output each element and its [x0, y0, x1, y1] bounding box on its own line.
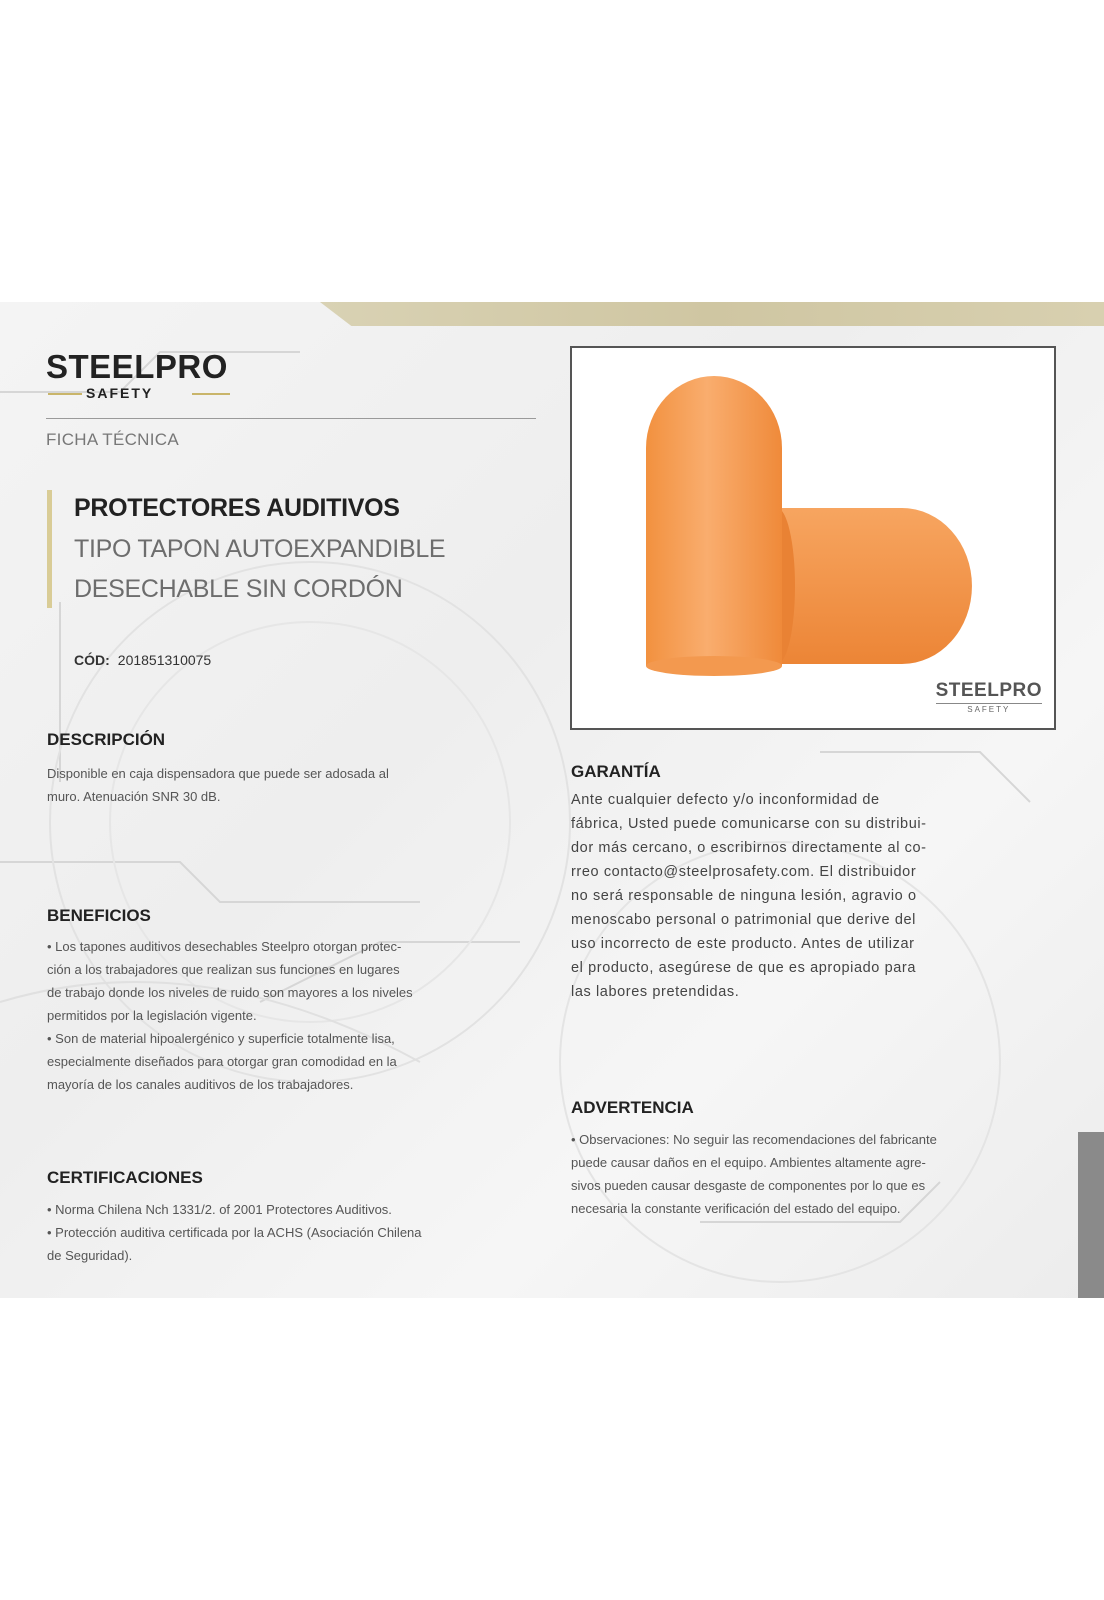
- advertencia-line: necesaria la constante verificación del estado del equipo.: [571, 1201, 901, 1216]
- garantia-line: dor más cercano, o escribirnos directamente al co-: [571, 840, 927, 856]
- garantia-line: rreo contacto@steelprosafety.com. El distribuidor: [571, 864, 917, 880]
- logo-wordmark: STEELPRO: [46, 348, 228, 385]
- garantia-line: fábrica, Usted puede comunicarse con su distribui-: [571, 816, 927, 832]
- certificaciones-text: [47, 1198, 557, 1267]
- tech-sheet: [0, 302, 1104, 1298]
- advertencia-text: [571, 1128, 1061, 1220]
- earplug-back: [777, 508, 972, 664]
- beneficios-line: ción a los trabajadores que realizan sus funciones en lugares: [47, 962, 400, 977]
- title-accent-bar: [47, 490, 52, 608]
- earplugs-image: [572, 348, 1054, 728]
- logo-subtitle: SAFETY: [86, 385, 154, 401]
- certificaciones-heading: CERTIFICACIONES: [47, 1168, 203, 1187]
- earplug-front: [646, 376, 782, 672]
- code-label: CÓD:: [74, 652, 110, 668]
- garantia-heading: GARANTÍA: [571, 762, 661, 781]
- advertencia-heading: ADVERTENCIA: [571, 1098, 694, 1117]
- product-code: [74, 652, 211, 668]
- document-type-label: FICHA TÉCNICA: [46, 430, 179, 449]
- garantia-line: el producto, asegúrese de que es apropiado para: [571, 960, 917, 976]
- code-value: 201851310075: [117, 652, 212, 668]
- beneficios-text: [47, 935, 557, 1096]
- beneficios-line: de trabajo donde los niveles de ruido son mayores a los niveles: [47, 985, 413, 1000]
- garantia-line: no será responsable de ninguna lesión, agravio o: [571, 888, 917, 904]
- certificaciones-line: de Seguridad).: [47, 1248, 133, 1263]
- beneficios-line: • Son de material hipoalergénico y superficie totalmente lisa,: [47, 1031, 395, 1046]
- certificaciones-line: • Protección auditiva certificada por la ACHS (Asociación Chilena: [47, 1225, 422, 1240]
- advertencia-line: puede causar daños en el equipo. Ambientes altamente agre-: [571, 1155, 926, 1170]
- photo-logo: STEELPRO SAFETY: [935, 680, 1042, 714]
- steelpro-logo: [46, 350, 236, 401]
- certificaciones-line: • Norma Chilena Nch 1331/2. of 2001 Protectores Auditivos.: [47, 1202, 392, 1217]
- garantia-line: las labores pretendidas.: [571, 984, 740, 1000]
- beneficios-heading: BENEFICIOS: [47, 906, 151, 925]
- product-subtitle-line1: TIPO TAPON AUTOEXPANDIBLE: [74, 535, 446, 563]
- garantia-line: Ante cualquier defecto y/o inconformidad de: [571, 792, 880, 808]
- product-title: PROTECTORES AUDITIVOS: [74, 494, 400, 522]
- beneficios-line: permitidos por la legislación vigente.: [47, 1008, 257, 1023]
- garantia-line: uso incorrecto de este producto. Antes de utilizar: [571, 936, 915, 952]
- beneficios-line: especialmente diseñados para otorgar gran comodidad en la: [47, 1054, 397, 1069]
- gold-header-band: [320, 302, 1104, 326]
- descripcion-heading: DESCRIPCIÓN: [47, 730, 166, 749]
- gray-side-bar: [1078, 1132, 1104, 1298]
- beneficios-line: • Los tapones auditivos desechables Steelpro otorgan protec-: [47, 939, 402, 954]
- garantia-text: [571, 788, 1049, 1004]
- product-photo: [570, 346, 1056, 730]
- descripcion-text: Disponible en caja dispensadora que puede ser adosada al muro. Atenuación SNR 30 dB.: [47, 766, 389, 804]
- beneficios-line: mayoría de los canales auditivos de los trabajadores.: [47, 1077, 354, 1092]
- advertencia-line: sivos pueden causar desgaste de componentes por lo que es: [571, 1178, 926, 1193]
- divider: [46, 418, 536, 419]
- product-subtitle-line2: DESECHABLE SIN CORDÓN: [74, 575, 403, 603]
- garantia-line: menoscabo personal o patrimonial que derive del: [571, 912, 916, 928]
- advertencia-line: • Observaciones: No seguir las recomendaciones del fabricante: [571, 1132, 937, 1147]
